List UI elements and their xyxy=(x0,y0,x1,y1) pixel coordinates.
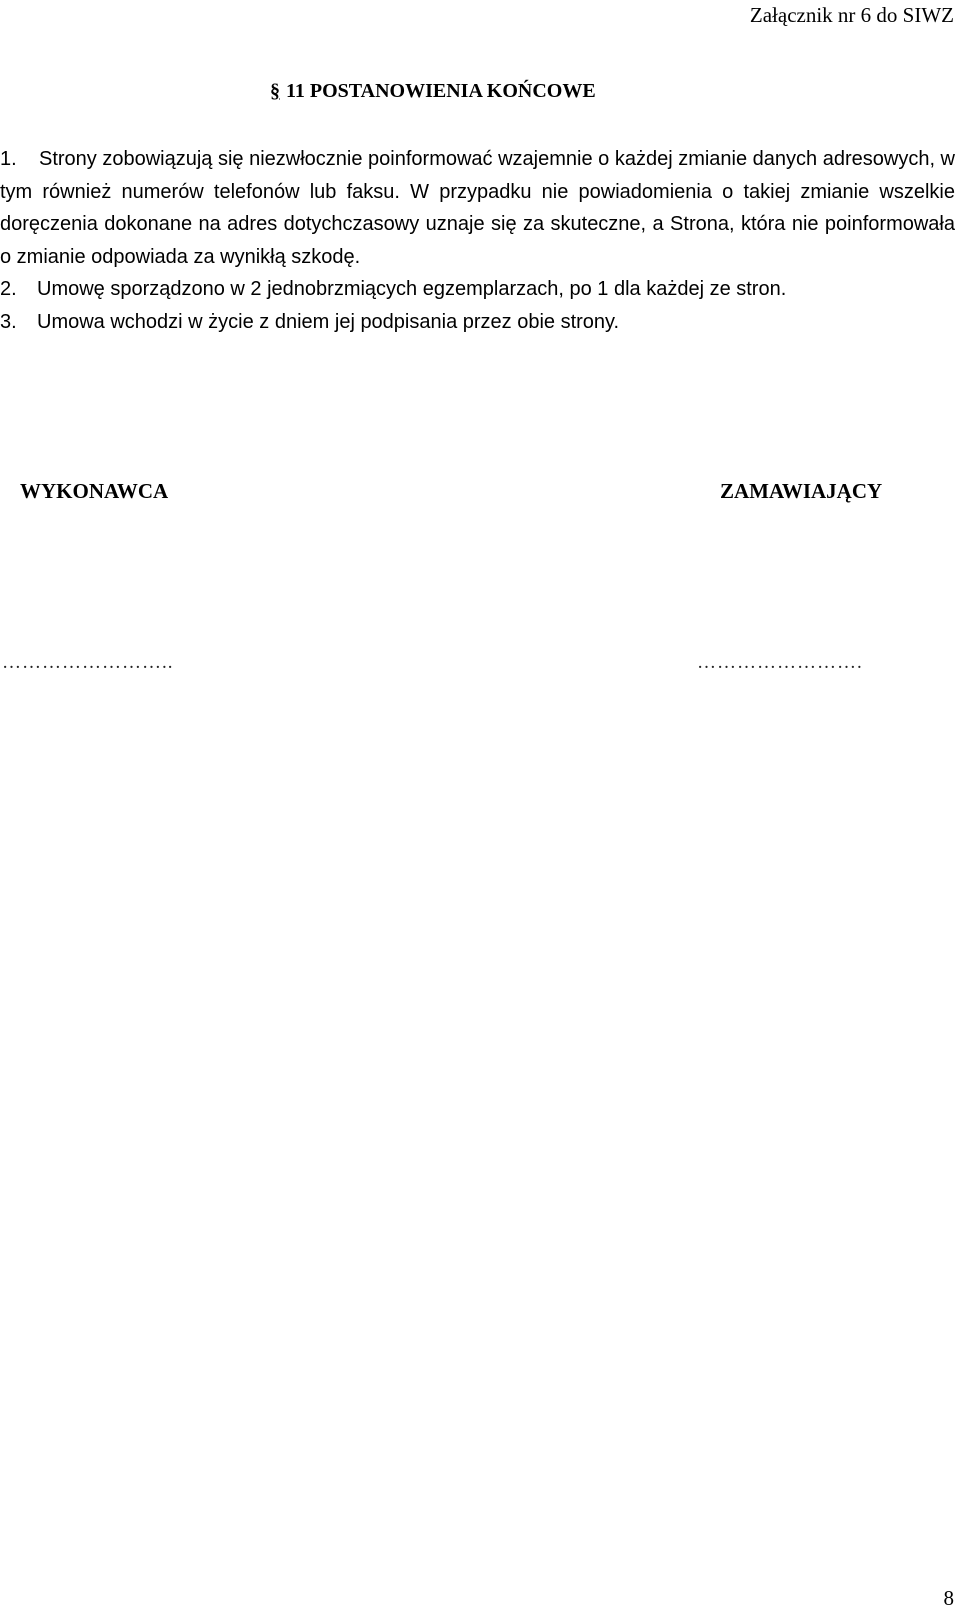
clause-text: Umowa wchodzi w życie z dniem jej podpisania przez obie strony. xyxy=(37,310,620,333)
client-label: ZAMAWIAJĄCY xyxy=(720,479,883,503)
contractor-signature-line: …………………….. xyxy=(2,652,174,673)
clause-1 xyxy=(0,143,955,273)
attachment-note: Załącznik nr 6 do SIWZ xyxy=(749,3,954,27)
section-title: 11 POSTANOWIENIA KOŃCOWE xyxy=(286,80,596,102)
clause-number: 1. xyxy=(0,148,17,170)
clause-3 xyxy=(0,306,955,339)
client-signature-line: ……………………. xyxy=(697,652,863,673)
contractor-label: WYKONAWCA xyxy=(20,479,169,503)
section-sign: § xyxy=(270,80,280,102)
clauses-list xyxy=(0,143,955,338)
clause-2 xyxy=(0,273,955,306)
page-number: 8 xyxy=(943,1586,954,1610)
clause-text: Strony zobowiązują się niezwłocznie poinformować wzajemnie o każdej zmianie danych adresowych, w tym również numerów telefonów lub faksu. W przypadku nie powiadomienia o takiej zmianie wszelkie doręczenia dokonane na adres dotychczasowy uznaje się za skuteczne, a Strona, która nie poinformowała o zmianie odpowiada za wynikłą szkodę. xyxy=(0,148,955,268)
clause-text: Umowę sporządzono w 2 jednobrzmiących egzemplarzach, po 1 dla każdej ze stron. xyxy=(37,278,787,300)
clause-number: 3. xyxy=(0,310,17,333)
section-heading xyxy=(270,79,596,103)
clause-number: 2. xyxy=(0,278,17,300)
